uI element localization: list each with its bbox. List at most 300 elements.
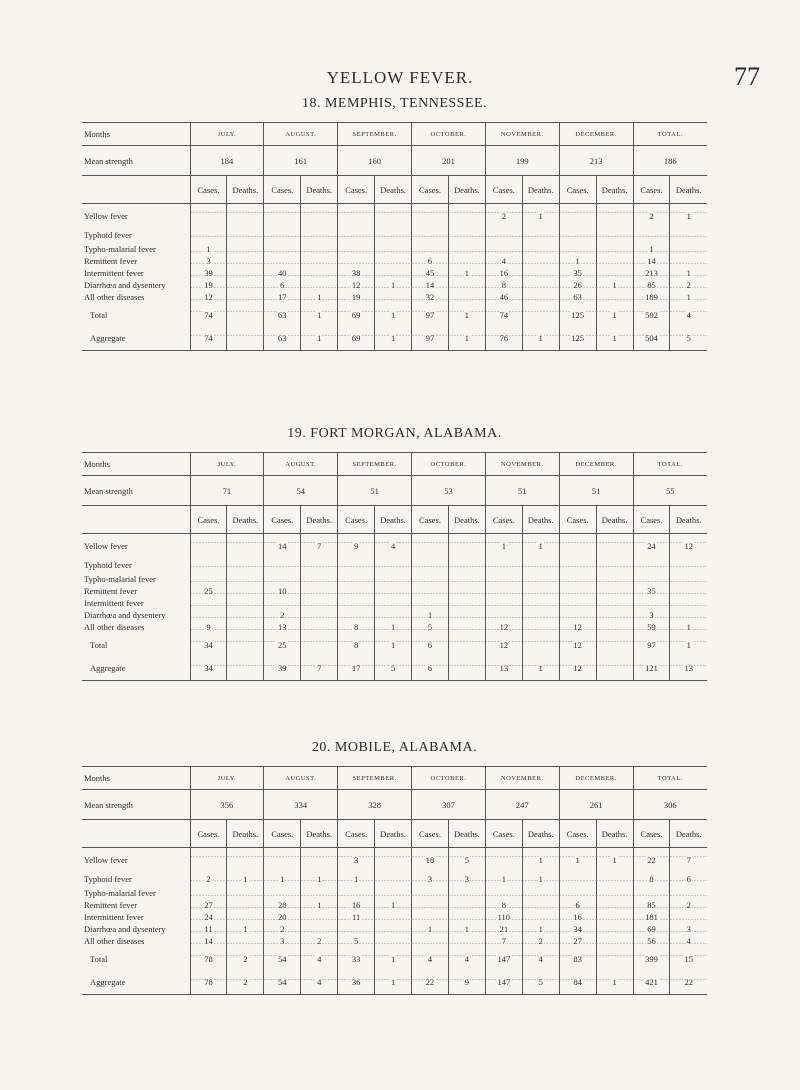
stat-cell: 1 (227, 872, 264, 887)
stat-cell (190, 887, 227, 899)
stat-cell: 3 (338, 848, 375, 872)
stat-cell: 1 (301, 303, 338, 327)
stat-cell (448, 609, 485, 621)
stat-cell: 1 (596, 303, 633, 327)
stat-cell: 8 (338, 633, 375, 657)
stat-cell: 2 (522, 935, 559, 947)
stat-cell: 32 (412, 291, 449, 303)
row-label: Aggregate (82, 657, 190, 681)
deaths-header: Deaths. (522, 176, 559, 204)
row-label: All other diseases (84, 621, 145, 632)
stat-cell (448, 573, 485, 585)
stat-cell (596, 573, 633, 585)
section-title: 18. MEMPHIS, TENNESSEE. (301, 96, 488, 111)
stat-cell: 6 (670, 872, 707, 887)
stat-cell (227, 848, 264, 872)
stat-cell: 1 (559, 848, 596, 872)
stat-cell (301, 923, 338, 935)
stat-cell (559, 585, 596, 597)
stat-cell (670, 573, 707, 585)
mean-strength-value: 201 (412, 146, 486, 176)
stat-cell (522, 255, 559, 267)
stat-cell (375, 573, 412, 585)
stat-cell (522, 887, 559, 899)
stat-cell (522, 609, 559, 621)
stat-cell: 85 (633, 279, 670, 291)
stat-cell: 1 (559, 255, 596, 267)
stat-cell (596, 255, 633, 267)
stat-cell (190, 534, 227, 558)
mean-strength-value: 53 (412, 476, 486, 506)
stat-cell: 1 (190, 243, 227, 255)
stat-cell: 16 (485, 267, 522, 279)
stat-cell (338, 255, 375, 267)
stat-cell: 12 (190, 291, 227, 303)
stat-cell: 7 (301, 657, 338, 681)
stat-cell: 1 (375, 971, 412, 995)
month-header: JULY. (190, 767, 264, 790)
stat-cell (522, 621, 559, 633)
mean-strength-value: 51 (485, 476, 559, 506)
stat-cell (596, 228, 633, 243)
stat-cell (301, 848, 338, 872)
cases-header: Cases. (633, 820, 670, 848)
stat-cell: 2 (301, 935, 338, 947)
section-title: 20. MOBILE, ALABAMA. (311, 740, 478, 755)
month-header: TOTAL. (633, 453, 707, 476)
stat-cell (596, 872, 633, 887)
stat-cell (338, 609, 375, 621)
stat-cell: 17 (338, 657, 375, 681)
deaths-header: Deaths. (227, 506, 264, 534)
cases-header: Cases. (264, 820, 301, 848)
stat-cell: 74 (485, 303, 522, 327)
stat-cell: 4 (670, 303, 707, 327)
stat-cell: 54 (264, 971, 301, 995)
stat-cell: 45 (412, 267, 449, 279)
stat-cell: 22 (670, 971, 707, 995)
row-label: Typhoid fever (84, 230, 132, 240)
stat-cell: 1 (596, 327, 633, 351)
stat-cell: 6 (412, 255, 449, 267)
stat-cell: 1 (670, 204, 707, 228)
stat-cell (670, 558, 707, 573)
cases-header: Cases. (633, 176, 670, 204)
stat-cell: 35 (633, 585, 670, 597)
stat-cell: 12 (338, 279, 375, 291)
stat-cell: 18 (412, 848, 449, 872)
stat-cell (559, 872, 596, 887)
stat-cell (227, 887, 264, 899)
stat-cell (375, 887, 412, 899)
stat-cell: 3 (670, 923, 707, 935)
stat-cell: 1 (670, 291, 707, 303)
cases-header: Cases. (485, 820, 522, 848)
stat-cell (375, 872, 412, 887)
stat-cell (412, 573, 449, 585)
stat-cell (375, 911, 412, 923)
stat-cell: 14 (190, 935, 227, 947)
deaths-header: Deaths. (670, 820, 707, 848)
stat-cell (338, 585, 375, 597)
stat-cell (301, 204, 338, 228)
cases-header: Cases. (633, 506, 670, 534)
stat-cell: 74 (190, 327, 227, 351)
month-header: OCTOBER. (412, 123, 486, 146)
stat-cell (375, 585, 412, 597)
stat-cell: 2 (227, 971, 264, 995)
stat-cell (227, 597, 264, 609)
row-label: Yellow fever (84, 854, 128, 865)
stat-cell (338, 923, 375, 935)
stat-cell: 1 (670, 633, 707, 657)
stat-cell (559, 887, 596, 899)
stat-cell (485, 597, 522, 609)
stat-cell: 504 (633, 327, 670, 351)
stat-cell (448, 291, 485, 303)
stat-cell: 1 (448, 267, 485, 279)
deaths-header: Deaths. (301, 506, 338, 534)
deaths-header: Deaths. (522, 506, 559, 534)
stat-cell: 28 (264, 899, 301, 911)
stat-cell (670, 228, 707, 243)
stat-cell (338, 573, 375, 585)
stat-cell (227, 228, 264, 243)
stat-cell (448, 585, 485, 597)
stat-cell (448, 204, 485, 228)
stat-cell: 9 (190, 621, 227, 633)
stat-cell: 97 (633, 633, 670, 657)
statistics-table (82, 452, 707, 681)
mean-strength-value: 55 (633, 476, 707, 506)
stat-cell: 5 (338, 935, 375, 947)
row-label: Remittent fever (84, 585, 138, 596)
month-header: JULY. (190, 123, 264, 146)
deaths-header: Deaths. (448, 176, 485, 204)
stat-cell (596, 597, 633, 609)
stat-cell: 17 (264, 291, 301, 303)
stat-cell (559, 204, 596, 228)
stat-cell: 1 (485, 534, 522, 558)
stat-cell (375, 204, 412, 228)
cases-header: Cases. (559, 506, 596, 534)
stat-cell (448, 597, 485, 609)
stat-cell: 40 (264, 267, 301, 279)
stat-cell (596, 621, 633, 633)
stat-cell: 1 (448, 923, 485, 935)
stat-cell (559, 573, 596, 585)
stat-cell (448, 899, 485, 911)
stat-cell: 2 (190, 872, 227, 887)
stat-cell (227, 279, 264, 291)
stat-cell: 3 (190, 255, 227, 267)
stat-cell: 13 (485, 657, 522, 681)
stat-cell (301, 911, 338, 923)
stat-cell (670, 243, 707, 255)
mean-strength-value: 261 (559, 790, 633, 820)
deaths-header: Deaths. (596, 820, 633, 848)
mean-strength-value: 161 (264, 146, 338, 176)
deaths-header: Deaths. (375, 820, 412, 848)
stat-cell (338, 887, 375, 899)
stat-cell (227, 204, 264, 228)
stat-cell: 63 (264, 327, 301, 351)
stat-cell (227, 621, 264, 633)
deaths-header: Deaths. (670, 176, 707, 204)
stat-cell (596, 267, 633, 279)
stat-cell (670, 887, 707, 899)
stat-cell (301, 621, 338, 633)
stat-cell: 19 (190, 279, 227, 291)
stat-cell (412, 534, 449, 558)
cases-header: Cases. (338, 176, 375, 204)
stat-cell (448, 911, 485, 923)
stat-cell (596, 585, 633, 597)
stat-cell: 1 (375, 633, 412, 657)
stat-cell (596, 291, 633, 303)
stat-cell: 1 (596, 848, 633, 872)
stat-cell: 3 (448, 872, 485, 887)
month-header: NOVEMBER. (485, 123, 559, 146)
stat-cell: 5 (375, 657, 412, 681)
stat-cell: 8 (633, 872, 670, 887)
stat-cell: 2 (264, 609, 301, 621)
stat-cell: 1 (412, 923, 449, 935)
stat-cell (375, 267, 412, 279)
stat-cell: 59 (633, 621, 670, 633)
stat-cell: 1 (375, 621, 412, 633)
stat-cell: 1 (485, 872, 522, 887)
stat-cell: 2 (670, 279, 707, 291)
month-header: TOTAL. (633, 767, 707, 790)
stat-cell: 4 (412, 947, 449, 971)
stat-cell (633, 597, 670, 609)
month-header: DECEMBER. (559, 453, 633, 476)
row-label: Total (90, 309, 108, 320)
month-header: JULY. (190, 453, 264, 476)
stat-cell (375, 291, 412, 303)
cases-header: Cases. (264, 176, 301, 204)
stat-cell (522, 228, 559, 243)
stat-cell: 63 (264, 303, 301, 327)
stat-cell (448, 534, 485, 558)
stat-cell (448, 228, 485, 243)
stat-cell: 2 (633, 204, 670, 228)
stat-cell: 213 (633, 267, 670, 279)
stat-cell (596, 899, 633, 911)
stat-cell: 13 (670, 657, 707, 681)
stat-cell: 74 (190, 303, 227, 327)
stat-cell: 10 (264, 585, 301, 597)
stat-cell (522, 303, 559, 327)
stat-cell: 69 (338, 303, 375, 327)
stat-cell: 1 (301, 327, 338, 351)
stat-cell (559, 609, 596, 621)
stat-cell (227, 558, 264, 573)
stat-cell: 147 (485, 971, 522, 995)
stat-cell (559, 597, 596, 609)
stat-cell: 1 (670, 621, 707, 633)
stat-cell: 24 (190, 911, 227, 923)
stat-cell (522, 291, 559, 303)
deaths-header: Deaths. (448, 506, 485, 534)
stat-cell: 7 (670, 848, 707, 872)
stat-cell: 85 (633, 899, 670, 911)
stat-cell (559, 243, 596, 255)
stat-cell (412, 887, 449, 899)
stat-cell (375, 228, 412, 243)
stat-cell (670, 597, 707, 609)
stat-cell (522, 597, 559, 609)
stat-cell: 1 (375, 327, 412, 351)
stat-cell (301, 228, 338, 243)
row-label: Typhoid fever (84, 560, 132, 570)
running-head (0, 62, 800, 92)
cases-header: Cases. (190, 176, 227, 204)
row-label: Intermittent fever (84, 911, 144, 922)
stat-cell: 11 (190, 923, 227, 935)
month-header: NOVEMBER. (485, 767, 559, 790)
stat-cell: 4 (670, 935, 707, 947)
stat-cell (412, 597, 449, 609)
stat-cell (264, 848, 301, 872)
stat-cell: 125 (559, 303, 596, 327)
stat-cell (338, 228, 375, 243)
stat-cell (190, 204, 227, 228)
mean-strength-value: 160 (338, 146, 412, 176)
deaths-header: Deaths. (227, 176, 264, 204)
stat-cell: 39 (190, 267, 227, 279)
stat-cell: 13 (264, 621, 301, 633)
cases-header: Cases. (338, 820, 375, 848)
stat-cell (375, 935, 412, 947)
stat-cell (633, 573, 670, 585)
stat-cell (264, 597, 301, 609)
stat-cell: 1 (522, 657, 559, 681)
stat-cell (485, 609, 522, 621)
running-title: YELLOW FEVER. (326, 68, 474, 87)
stat-cell: 3 (264, 935, 301, 947)
stat-cell: 46 (485, 291, 522, 303)
stat-cell (596, 911, 633, 923)
deaths-header: Deaths. (448, 820, 485, 848)
mean-strength-value: 247 (485, 790, 559, 820)
month-header: OCTOBER. (412, 767, 486, 790)
stat-cell (485, 228, 522, 243)
stat-cell (448, 935, 485, 947)
statistics-table (82, 766, 707, 995)
stat-cell (301, 255, 338, 267)
stat-cell: 1 (522, 534, 559, 558)
cases-header: Cases. (412, 506, 449, 534)
deaths-header: Deaths. (227, 820, 264, 848)
stat-cell: 12 (559, 621, 596, 633)
stat-cell: 8 (485, 279, 522, 291)
stat-cell (633, 558, 670, 573)
stat-cell: 34 (559, 923, 596, 935)
stat-cell: 5 (522, 971, 559, 995)
deaths-header: Deaths. (301, 820, 338, 848)
stat-cell: 76 (485, 327, 522, 351)
stat-cell: 54 (264, 947, 301, 971)
stat-cell (448, 279, 485, 291)
deaths-header: Deaths. (596, 506, 633, 534)
stat-cell (522, 279, 559, 291)
stat-cell (264, 887, 301, 899)
stat-cell (448, 243, 485, 255)
stat-cell (264, 255, 301, 267)
month-header: TOTAL. (633, 123, 707, 146)
stat-cell: 1 (522, 872, 559, 887)
stat-cell: 12 (485, 621, 522, 633)
mobile-section (82, 740, 707, 995)
stat-cell: 8 (338, 621, 375, 633)
stat-cell: 1 (448, 303, 485, 327)
stat-cell (227, 633, 264, 657)
stat-cell: 1 (227, 923, 264, 935)
month-header: AUGUST. (264, 453, 338, 476)
stat-cell (264, 573, 301, 585)
month-header: AUGUST. (264, 123, 338, 146)
stat-cell: 4 (301, 971, 338, 995)
stat-cell (301, 609, 338, 621)
stat-cell: 11 (338, 911, 375, 923)
stat-cell (227, 291, 264, 303)
cases-header: Cases. (412, 820, 449, 848)
stat-cell: 39 (264, 657, 301, 681)
stat-cell: 3 (412, 872, 449, 887)
months-label: Months (82, 453, 190, 476)
stat-cell (412, 935, 449, 947)
stat-cell (264, 558, 301, 573)
stat-cell (227, 573, 264, 585)
stat-cell (227, 267, 264, 279)
stat-cell (375, 609, 412, 621)
stat-cell (301, 267, 338, 279)
stat-cell (448, 887, 485, 899)
stat-cell: 4 (485, 255, 522, 267)
row-label: Aggregate (82, 971, 190, 995)
mean-strength-value: 186 (633, 146, 707, 176)
stat-cell: 2 (485, 204, 522, 228)
cases-header: Cases. (485, 176, 522, 204)
stat-cell (485, 573, 522, 585)
stat-cell: 4 (448, 947, 485, 971)
stat-cell: 69 (338, 327, 375, 351)
stat-cell: 25 (264, 633, 301, 657)
stat-cell: 5 (412, 621, 449, 633)
month-header: AUGUST. (264, 767, 338, 790)
months-label: Months (82, 123, 190, 146)
stat-cell: 16 (338, 899, 375, 911)
month-header: OCTOBER. (412, 453, 486, 476)
mean-strength-value: 328 (338, 790, 412, 820)
stat-cell: 1 (448, 327, 485, 351)
stat-cell: 36 (338, 971, 375, 995)
stat-cell: 12 (559, 657, 596, 681)
stat-cell (227, 255, 264, 267)
stat-cell (190, 609, 227, 621)
stat-cell: 9 (338, 534, 375, 558)
stat-cell (485, 585, 522, 597)
months-label: Months (82, 767, 190, 790)
stat-cell: 1 (522, 848, 559, 872)
deaths-header: Deaths. (596, 176, 633, 204)
row-label: Yellow fever (84, 540, 128, 551)
stat-cell: 3 (633, 609, 670, 621)
stat-cell: 97 (412, 327, 449, 351)
stat-cell (301, 597, 338, 609)
